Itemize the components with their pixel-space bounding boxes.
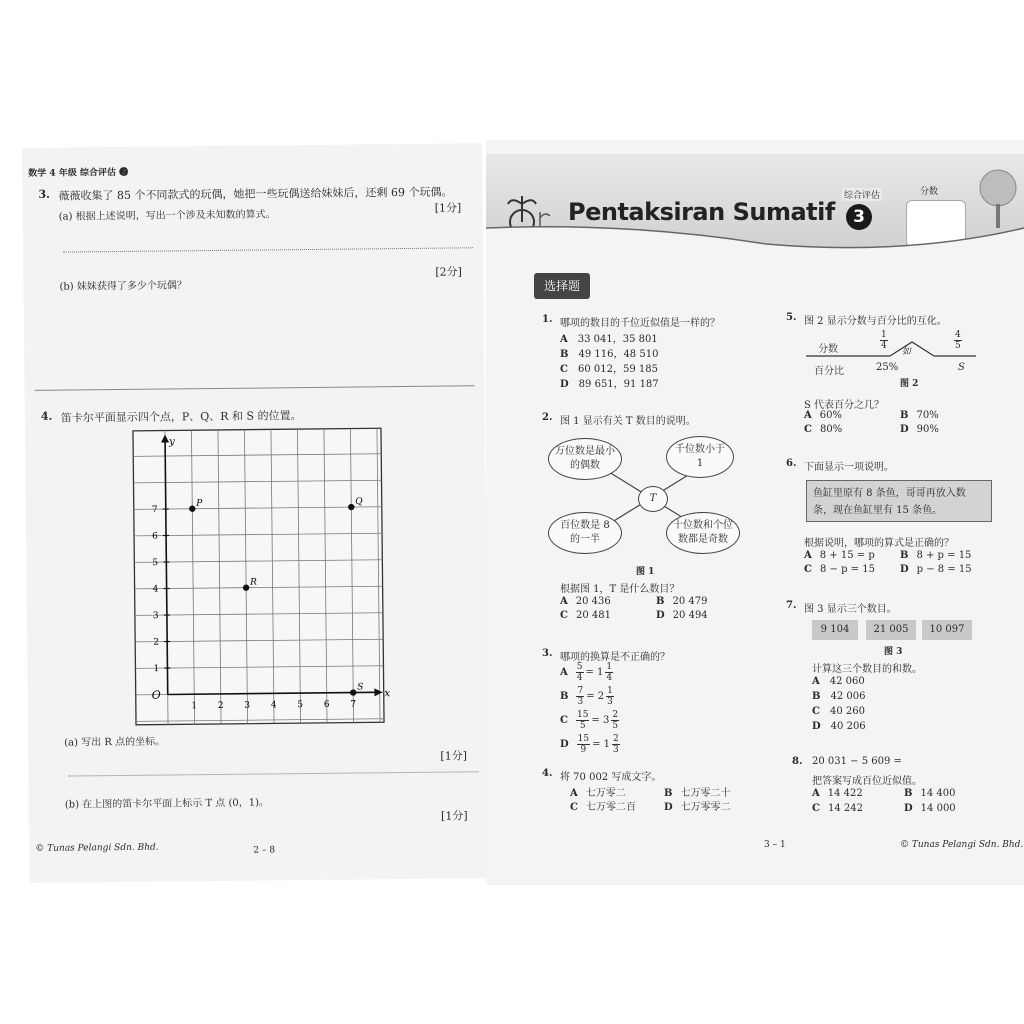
y-tick-label: 3 <box>152 611 159 622</box>
option-letter: A <box>812 788 820 799</box>
point-label-q: Q <box>355 496 363 508</box>
left-footer-page: 2 – 8 <box>253 845 276 856</box>
option-b[interactable] <box>900 550 971 561</box>
y-tick-label: 1 <box>153 664 160 675</box>
section-divider <box>35 385 475 391</box>
option-letter: B <box>656 596 665 607</box>
q3-text: 薇薇收集了 85 个不同款式的玩偶，她把一些玩偶送给妹妹后，还剩 69 个玩偶。 <box>58 185 453 203</box>
option-text: 20 494 <box>672 610 708 621</box>
option-text: 20 479 <box>672 596 708 607</box>
y-tick-label: 2 <box>153 637 159 648</box>
option-text: 七万零二 <box>585 788 626 799</box>
badge-label: 综合评估 <box>842 188 882 201</box>
option-text: 49 116，48 510 <box>578 349 659 360</box>
q4a-answer-line <box>69 771 479 776</box>
option-letter: A <box>804 550 812 561</box>
option-letter: D <box>560 379 569 390</box>
option-text: 40 260 <box>829 706 865 717</box>
q5-fraction-2: $\frac{4}{5}$ <box>955 330 961 351</box>
option-c[interactable] <box>804 424 842 435</box>
option-letter: A <box>812 676 820 687</box>
x-tick-label: 1 <box>191 701 198 712</box>
option-letter: A <box>804 410 812 421</box>
option-c[interactable] <box>560 710 619 731</box>
r-q7-text: 图 3 显示三个数目。 <box>804 604 897 615</box>
option-text: 8 + 15 = p <box>819 550 875 561</box>
option-d[interactable] <box>900 564 972 575</box>
option-d[interactable] <box>656 610 708 621</box>
option-c[interactable] <box>804 564 875 575</box>
q2-caption: 图 1 <box>636 567 655 577</box>
r-q5-text: 图 2 显示分数与百分比的互化。 <box>804 316 947 327</box>
r-q8-text: 20 031 − 5 609 = <box>812 756 902 767</box>
banner-wave-decoration <box>486 218 1024 258</box>
option-d[interactable] <box>560 375 659 390</box>
q5-fraction-1: $\frac{1}{4}$ <box>881 330 887 351</box>
q6-statement-box: 鱼缸里原有 8 条鱼，哥哥再放入数条，现在鱼缸里有 15 条鱼。 <box>806 480 992 522</box>
option-a[interactable] <box>812 676 865 687</box>
option-a[interactable] <box>804 410 842 421</box>
option-text: 14 242 <box>827 803 863 814</box>
option-letter: C <box>812 803 820 814</box>
q5-question: S 代表百分之几？ <box>804 400 885 411</box>
option-text: 14 000 <box>920 803 956 814</box>
q8-sub: 把答案写成百位近似值。 <box>812 776 922 787</box>
option-letter: B <box>900 410 909 421</box>
option-letter: B <box>664 788 673 799</box>
x-tick-label: 3 <box>244 700 251 711</box>
proper-fraction: $\frac{2}{5}$ <box>612 710 619 731</box>
r-q8-number: 8. <box>792 756 803 767</box>
q4b-text: (b) 在上图的笛卡尔平面上标示 T 点 (0，1)。 <box>64 797 270 811</box>
graph-frame <box>133 428 384 725</box>
option-d[interactable] <box>812 721 866 732</box>
q4-number: 4. <box>40 409 53 423</box>
left-footer-publisher: © Tunas Pelangi Sdn. Bhd. <box>35 842 159 854</box>
option-letter: C <box>570 802 578 813</box>
option-text: 60% <box>819 410 842 421</box>
q7-caption: 图 3 <box>884 647 903 657</box>
r-q3-text: 哪项的换算是不正确的？ <box>560 652 670 663</box>
option-text: 七万零二十 <box>680 788 731 799</box>
option-letter: D <box>900 424 909 435</box>
section-title-mcq: 选择题 <box>534 273 590 299</box>
left-page-header: 数学 4 年级 综合评估 ❷ <box>28 167 129 179</box>
option-letter: C <box>804 424 812 435</box>
q7-question: 计算这三个数目的和数。 <box>812 664 922 675</box>
q3a-marks: [1分] <box>434 201 462 215</box>
option-letter: C <box>804 564 812 575</box>
banner-title: Pentaksiran Sumatif <box>568 198 835 226</box>
r-q7-number: 7. <box>786 600 797 611</box>
option-a[interactable] <box>812 788 863 799</box>
improper-fraction: $\frac{15}{5}$ <box>576 710 589 731</box>
q5-percent-1: 25% <box>876 362 899 373</box>
q5-percent-2: S <box>958 362 965 373</box>
r-q4-text: 将 70 002 写成文字。 <box>560 772 662 783</box>
q3b-text: (b) 妹妹获得了多少个玩偶？ <box>59 280 187 293</box>
option-letter: C <box>560 364 568 375</box>
option-text: 8 − p = 15 <box>819 564 875 575</box>
assessment-number-badge: 3 <box>846 204 872 230</box>
option-letter: D <box>664 802 673 813</box>
option-d[interactable] <box>560 734 620 755</box>
origin-label: O <box>151 688 161 702</box>
q4a-text: (a) 写出 R 点的坐标。 <box>64 736 166 749</box>
x-tick-label: 2 <box>217 700 224 711</box>
option-b[interactable] <box>812 691 865 702</box>
q2-question: 根据图 1，T 是什么数目？ <box>560 584 680 595</box>
option-letter: A <box>560 667 568 678</box>
proper-fraction: $\frac{1}{3}$ <box>607 686 613 707</box>
option-a[interactable] <box>560 330 658 345</box>
option-c[interactable] <box>560 610 611 621</box>
q5-row2-label: 百分比 <box>814 366 844 377</box>
q4a-marks: [1分] <box>440 749 468 763</box>
option-letter: B <box>560 349 569 360</box>
q5-triangle-label: 如 <box>902 347 912 357</box>
score-label: 分数 <box>920 187 939 197</box>
option-c[interactable] <box>560 360 658 375</box>
x-tick-label: 5 <box>297 700 304 711</box>
option-b[interactable] <box>664 784 730 799</box>
option-letter: B <box>904 788 913 799</box>
q3a-answer-line <box>63 247 473 252</box>
option-b[interactable] <box>560 345 658 360</box>
option-text: 70% <box>916 410 939 421</box>
option-letter: A <box>560 596 568 607</box>
point-label-p: P <box>196 498 203 509</box>
option-d[interactable] <box>664 798 731 813</box>
equals-whole: = 1 <box>585 667 604 678</box>
left-page <box>22 143 490 883</box>
option-letter: D <box>812 721 821 732</box>
equals-whole: = 3 <box>591 715 610 726</box>
right-footer-publisher: © Tunas Pelangi Sdn. Bhd. <box>900 840 1024 850</box>
option-letter: D <box>904 803 913 814</box>
option-c[interactable] <box>812 706 865 717</box>
r-q1-text: 哪项的数目的千位近似值是一样的？ <box>560 318 720 329</box>
option-b[interactable] <box>560 686 614 707</box>
y-tick-label: 4 <box>152 584 159 595</box>
improper-fraction: $\frac{5}{4}$ <box>576 662 583 683</box>
option-a[interactable] <box>560 596 611 607</box>
y-tick-label: 5 <box>152 558 159 569</box>
option-b[interactable] <box>904 788 955 799</box>
r-q4-number: 4. <box>542 768 553 779</box>
option-letter: C <box>560 610 568 621</box>
q6-question: 根据说明，哪项的算式是正确的？ <box>804 538 954 549</box>
option-text: 80% <box>819 424 843 435</box>
option-text: 89 651，91 187 <box>578 379 659 390</box>
option-letter: B <box>560 691 569 702</box>
option-b[interactable] <box>656 596 707 607</box>
option-a[interactable] <box>804 550 875 561</box>
option-letter: D <box>656 610 665 621</box>
option-text: 60 012，59 185 <box>577 364 658 375</box>
point-label-s: S <box>357 682 364 693</box>
option-b[interactable] <box>900 410 939 421</box>
option-a[interactable] <box>560 662 613 683</box>
option-text: 七万零零二 <box>680 802 731 813</box>
option-letter: B <box>812 691 821 702</box>
q3b-marks: [2分] <box>435 265 462 279</box>
option-c[interactable] <box>570 798 636 813</box>
q7-number-2: 21 005 <box>866 620 916 640</box>
r-q2-text: 图 1 显示有关 T 数目的说明。 <box>560 416 696 427</box>
x-axis-label: x <box>384 688 391 700</box>
point-label-r: R <box>250 577 257 588</box>
q5-table-lines <box>806 340 976 360</box>
option-text: 90% <box>916 424 939 435</box>
option-letter: C <box>560 715 568 726</box>
option-text: 33 041，35 801 <box>577 334 658 345</box>
proper-fraction: $\frac{1}{4}$ <box>606 662 613 683</box>
x-tick-label: 7 <box>350 699 357 710</box>
q4b-marks: [1分] <box>440 809 468 823</box>
q2-center-t: T <box>638 486 668 512</box>
option-a[interactable] <box>570 784 626 799</box>
q2-bubble-4: 十位数和个位数都是奇数 <box>666 512 740 554</box>
y-tick-label: 6 <box>152 531 158 542</box>
q2-bubble-1: 万位数是最小的偶数 <box>548 438 622 480</box>
q3a-text: (a) 根据上述说明，写出一个涉及未知数的算式。 <box>58 209 276 223</box>
option-letter: A <box>570 788 578 799</box>
r-q2-number: 2. <box>542 412 553 423</box>
q7-number-1: 9 104 <box>812 620 858 640</box>
q5-row1-label: 分数 <box>818 344 838 355</box>
y-axis-label: y <box>169 436 175 448</box>
q2-bubble-3: 百位数是 8 的一半 <box>548 512 622 554</box>
y-tick-label: 7 <box>151 505 158 516</box>
option-text: 8 + p = 15 <box>916 550 972 561</box>
option-letter: D <box>560 739 569 750</box>
improper-fraction: $\frac{15}{9}$ <box>577 734 590 755</box>
r-q3-number: 3. <box>542 648 553 659</box>
option-d[interactable] <box>900 424 939 435</box>
equals-whole: = 2 <box>586 691 605 702</box>
proper-fraction: $\frac{2}{3}$ <box>613 734 619 755</box>
r-q6-text: 下面显示一项说明。 <box>804 462 894 473</box>
option-text: 20 436 <box>575 596 611 607</box>
option-letter: C <box>812 706 820 717</box>
x-tick-label: 6 <box>323 699 330 710</box>
r-q5-number: 5. <box>786 312 797 323</box>
cartesian-plane <box>131 426 391 729</box>
option-text: 20 481 <box>575 610 611 621</box>
option-text: p − 8 = 15 <box>916 564 972 575</box>
option-letter: B <box>900 550 909 561</box>
option-c[interactable] <box>812 803 863 814</box>
option-text: 42 060 <box>829 676 865 687</box>
right-page <box>486 140 1024 885</box>
improper-fraction: $\frac{7}{3}$ <box>577 686 584 707</box>
q7-number-3: 10 097 <box>922 620 972 640</box>
option-text: 14 400 <box>920 788 956 799</box>
right-footer-page: 3 – 1 <box>764 840 786 850</box>
q2-bubble-2: 千位数小于 1 <box>666 436 734 478</box>
option-text: 42 006 <box>830 691 866 702</box>
x-tick-label: 4 <box>270 700 277 711</box>
r-q1-number: 1. <box>542 314 553 325</box>
q5-caption: 图 2 <box>900 379 919 389</box>
option-letter: A <box>560 334 568 345</box>
option-d[interactable] <box>904 803 956 814</box>
option-text: 七万零二百 <box>585 802 636 813</box>
option-text: 14 422 <box>827 788 863 799</box>
equals-whole: = 1 <box>592 739 611 750</box>
q3-number: 3. <box>38 187 51 201</box>
r-q6-number: 6. <box>786 458 797 469</box>
option-letter: D <box>900 564 909 575</box>
q4-text: 笛卡尔平面显示四个点，P、Q、R 和 S 的位置。 <box>60 409 302 425</box>
option-text: 40 206 <box>830 721 866 732</box>
